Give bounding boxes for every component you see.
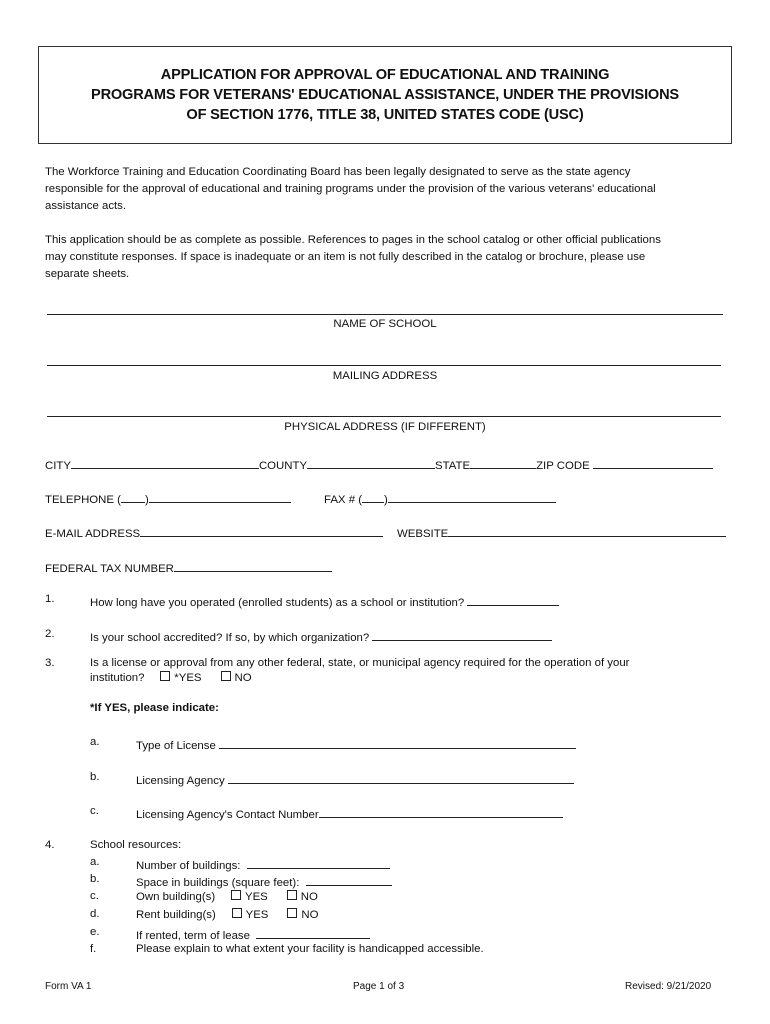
mailing-address-label: MAILING ADDRESS — [332, 370, 438, 382]
q2-row — [90, 628, 552, 644]
q3-yes-checkbox[interactable] — [160, 671, 170, 681]
federal-tax-field[interactable] — [174, 559, 332, 572]
q4c-label: Own building(s) — [136, 891, 216, 903]
q4e-letter: e. — [90, 926, 100, 938]
intro-p2-line-1: This application should be as complete as possible. References to pages in the school catalog or other official publications — [45, 234, 661, 246]
intro-p1-line-3: assistance acts. — [45, 200, 127, 212]
q4b-letter: b. — [90, 873, 100, 885]
footer-revised-date: Revised: 9/21/2020 — [625, 981, 712, 992]
q3b-row — [136, 771, 574, 787]
q4c-row — [136, 890, 318, 903]
rent-yes-checkbox[interactable] — [232, 908, 242, 918]
intro-paragraph-1 — [45, 164, 725, 215]
q3c-label: Licensing Agency's Contact Number — [136, 809, 319, 821]
q1-field[interactable] — [467, 593, 559, 606]
title-line-1: APPLICATION FOR APPROVAL OF EDUCATIONAL AND TRAINING — [160, 67, 610, 83]
email-row — [45, 524, 383, 540]
website-field[interactable] — [448, 524, 726, 537]
telephone-paren: ) — [144, 494, 149, 506]
fax-field[interactable] — [388, 490, 556, 503]
q4b-label: Space in buildings (square feet): — [136, 877, 300, 889]
intro-p1-line-2: responsible for the approval of educational and training programs under the provision of the various veterans' educational — [45, 183, 656, 195]
mailing-address-line[interactable] — [47, 365, 721, 366]
county-label: COUNTY — [258, 460, 308, 472]
q1-number: 1. — [45, 593, 55, 605]
q4f-letter: f. — [90, 943, 97, 955]
q4d-row — [136, 908, 319, 921]
q3-institution-text: institution? — [90, 672, 145, 684]
city-field[interactable] — [71, 456, 259, 469]
q3c-letter: c. — [90, 805, 99, 817]
rent-yes-label: YES — [245, 909, 269, 921]
q4f-text: Please explain to what extent your facility is handicapped accessible. — [136, 943, 484, 955]
telephone-label: TELEPHONE ( — [45, 494, 121, 506]
title-line-2: PROGRAMS FOR VETERANS' EDUCATIONAL ASSISTANCE, UNDER THE PROVISIONS — [91, 87, 679, 103]
fax-row — [324, 490, 556, 506]
q3a-label: Type of License — [136, 740, 216, 752]
q3-line-1: Is a license or approval from any other federal, state, or municipal agency required for the operation of your — [90, 657, 630, 669]
footer-form-id: Form VA 1 — [45, 981, 92, 992]
q4d-label: Rent building(s) — [136, 909, 216, 921]
q1-row — [90, 593, 559, 609]
telephone-row — [45, 490, 291, 506]
square-feet-field[interactable] — [306, 873, 392, 886]
fax-label: FAX # ( — [324, 494, 362, 506]
q2-field[interactable] — [372, 628, 552, 641]
q3c-row — [136, 805, 563, 821]
licensing-agency-contact-field[interactable] — [319, 805, 563, 818]
q2-number: 2. — [45, 628, 55, 640]
q2-text: Is your school accredited? If so, by which organization? — [90, 632, 370, 644]
telephone-area-code-field[interactable] — [121, 490, 145, 503]
title-line-3: OF SECTION 1776, TITLE 38, UNITED STATES CODE (USC) — [186, 107, 584, 123]
q3a-letter: a. — [90, 736, 100, 748]
intro-paragraph-2 — [45, 232, 725, 283]
fax-paren: ) — [383, 494, 388, 506]
q3b-label: Licensing Agency — [136, 775, 225, 787]
q3-no-label: NO — [234, 672, 252, 684]
type-of-license-field[interactable] — [219, 736, 576, 749]
rent-no-checkbox[interactable] — [287, 908, 297, 918]
rent-no-label: NO — [301, 909, 319, 921]
state-label: STATE — [435, 460, 471, 472]
zip-field[interactable] — [593, 456, 713, 469]
name-of-school-line[interactable] — [47, 314, 723, 315]
federal-tax-row — [45, 559, 332, 575]
q4e-label: If rented, term of lease — [136, 930, 250, 942]
website-row — [397, 524, 726, 540]
city-row — [45, 456, 713, 472]
telephone-field[interactable] — [149, 490, 291, 503]
q4-number: 4. — [45, 839, 55, 851]
q4c-letter: c. — [90, 890, 99, 902]
q4d-letter: d. — [90, 908, 100, 920]
physical-address-label: PHYSICAL ADDRESS (IF DIFFERENT) — [284, 421, 486, 433]
footer-page-number: Page 1 of 3 — [353, 981, 405, 992]
federal-tax-label: FEDERAL TAX NUMBER — [45, 563, 174, 575]
own-no-label: NO — [300, 891, 318, 903]
q3a-row — [136, 736, 576, 752]
q4a-label: Number of buildings: — [136, 860, 241, 872]
intro-p1-line-1: The Workforce Training and Education Coordinating Board has been legally designated to serve as the state agency — [45, 166, 631, 178]
city-label: CITY — [45, 460, 71, 472]
email-field[interactable] — [140, 524, 383, 537]
licensing-agency-field[interactable] — [228, 771, 574, 784]
number-of-buildings-field[interactable] — [247, 856, 390, 869]
q3b-letter: b. — [90, 771, 100, 783]
name-of-school-label: NAME OF SCHOOL — [333, 318, 437, 330]
zip-label: ZIP CODE — [536, 460, 590, 472]
q4a-letter: a. — [90, 856, 100, 868]
own-yes-label: YES — [244, 891, 268, 903]
fax-area-code-field[interactable] — [362, 490, 384, 503]
q4-text: School resources: — [90, 839, 182, 851]
website-label: WEBSITE — [397, 528, 449, 540]
own-yes-checkbox[interactable] — [231, 890, 241, 900]
intro-p2-line-3: separate sheets. — [45, 268, 130, 280]
q4b-row — [136, 873, 392, 889]
q3-yes-label: *YES — [174, 672, 202, 684]
title-box — [38, 46, 732, 144]
lease-term-field[interactable] — [256, 926, 370, 939]
county-field[interactable] — [307, 456, 435, 469]
q4e-row — [136, 926, 370, 942]
q3-no-checkbox[interactable] — [221, 671, 231, 681]
email-label: E-MAIL ADDRESS — [45, 528, 141, 540]
intro-p2-line-2: may constitute responses. If space is inadequate or an item is not fully described in the catalog or brochure, please use — [45, 251, 646, 263]
q3-if-yes-heading: *If YES, please indicate: — [90, 702, 219, 714]
q3-line-2 — [90, 671, 252, 684]
q3-number: 3. — [45, 657, 55, 669]
physical-address-line[interactable] — [47, 416, 721, 417]
q4a-row — [136, 856, 390, 872]
own-no-checkbox[interactable] — [287, 890, 297, 900]
q1-text: How long have you operated (enrolled students) as a school or institution? — [90, 597, 465, 609]
state-field[interactable] — [470, 456, 536, 469]
